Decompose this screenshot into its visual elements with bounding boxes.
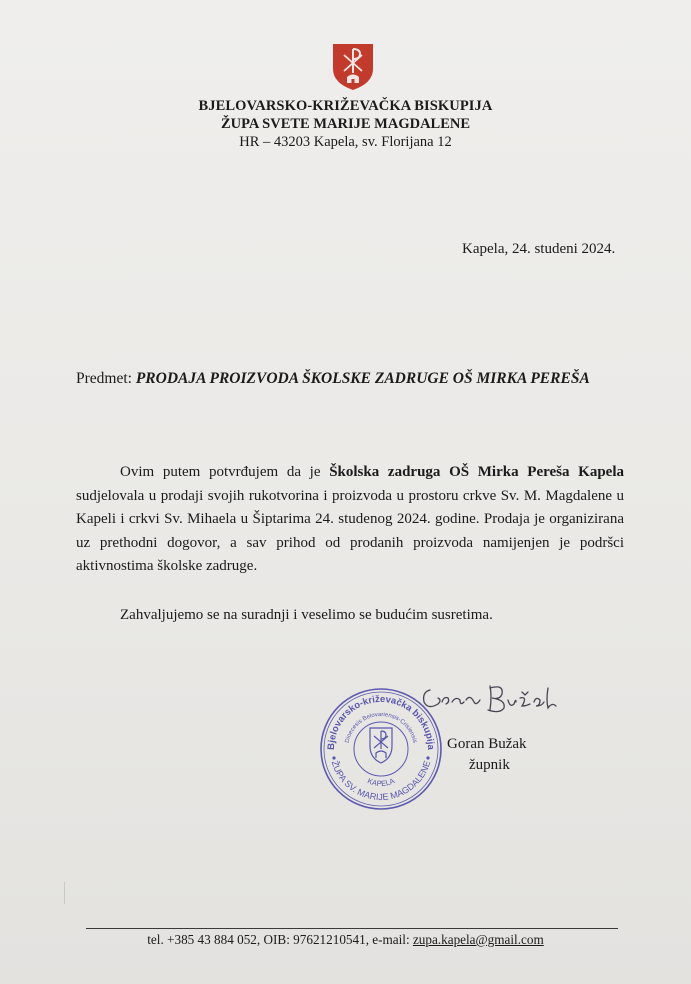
body-paragraph-2: Zahvaljujemo se na suradnji i veselimo se budućim susretima.	[120, 607, 493, 623]
handwritten-signature	[416, 672, 566, 728]
paper-crease	[64, 882, 65, 904]
footer-contact-text: tel. +385 43 884 052, OIB: 97621210541, e-mail:	[147, 932, 413, 947]
footer-divider	[86, 928, 618, 929]
subject-line	[76, 370, 590, 388]
signer-block	[447, 734, 527, 776]
subject-title: PRODAJA PROIZVODA ŠKOLSKE ZADRUGE OŠ MIRKA PEREŠA	[135, 370, 590, 387]
svg-text:ŽUPA SV. MARIJE MAGDALENE: ŽUPA SV. MARIJE MAGDALENE	[329, 759, 433, 803]
diocese-name: BJELOVARSKO-KRIŽEVAČKA BISKUPIJA	[198, 98, 493, 114]
svg-text:KAPELA: KAPELA	[366, 776, 396, 789]
signer-name: Goran Bužak	[447, 736, 527, 752]
svg-text:Bjelovarsko-križevačka biskupi: Bjelovarsko-križevačka biskupija	[325, 693, 437, 751]
footer-contact	[0, 932, 691, 948]
letter-date: Kapela, 24. studeni 2024.	[462, 241, 616, 257]
body-paragraph-1	[76, 461, 624, 579]
subject-label: Predmet:	[76, 370, 132, 387]
parish-address: HR – 43203 Kapela, sv. Florijana 12	[239, 134, 452, 150]
p1-bold: Školska zadruga OŠ Mirka Pereša Kapela	[329, 464, 624, 480]
parish-name: ŽUPA SVETE MARIJE MAGDALENE	[220, 116, 471, 132]
p1-rest: sudjelovala u prodaji svojih rukotvorina i proizvoda u prostoru crkve Sv. M. Magdalene u Kapeli i crkvi Sv. Mihaela u Šiptarima 24. studenog 2024. godine. Prodaja je organizirana uz prethodni dogovor, a sav prihod od prodanih proizvoda namijenjen je podršci aktivnostima školske zadruge.	[76, 487, 624, 574]
svg-text:Dioecesis Belovariensis-Crisie: Dioecesis Belovariensis-Crisiensis	[344, 711, 418, 744]
chi-rho-crest-icon	[332, 43, 374, 91]
p1-intro: Ovim putem potvrđujem da je	[120, 464, 330, 480]
footer-email-link[interactable]: zupa.kapela@gmail.com	[412, 932, 544, 947]
signer-role: župnik	[469, 757, 510, 773]
